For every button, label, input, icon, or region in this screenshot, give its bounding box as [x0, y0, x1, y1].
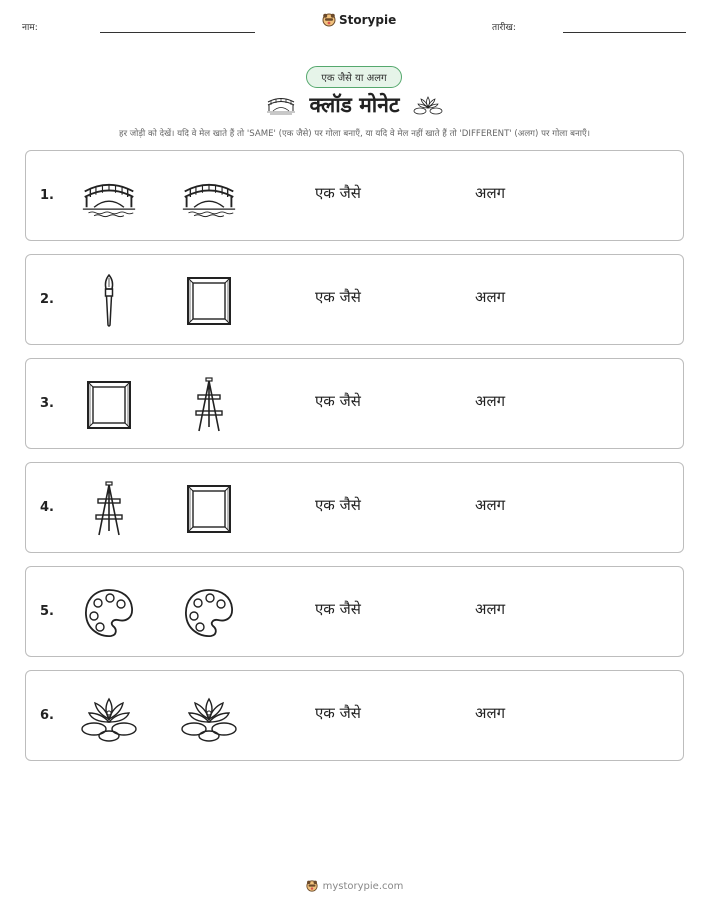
date-line[interactable] — [563, 32, 686, 33]
same-option[interactable]: एक जैसे — [315, 288, 361, 306]
row-number: 4. — [40, 500, 54, 515]
different-option[interactable]: अलग — [475, 392, 506, 410]
different-option[interactable]: अलग — [475, 704, 506, 722]
name-line[interactable] — [100, 32, 255, 33]
storypie-mascot-icon — [306, 880, 318, 892]
row-number: 2. — [40, 292, 54, 307]
same-option[interactable]: एक जैसे — [315, 496, 361, 514]
row-number: 1. — [40, 188, 54, 203]
row-number: 3. — [40, 396, 54, 411]
worksheet-title: क्लॉड मोनेट — [309, 93, 400, 117]
brand-name: Storypie — [339, 13, 397, 27]
bridge-icon — [266, 94, 296, 116]
different-option[interactable]: अलग — [475, 496, 506, 514]
bridge-icon — [181, 169, 237, 225]
footer — [0, 880, 709, 892]
pair-row — [25, 462, 684, 553]
easel-icon — [81, 481, 137, 537]
water-lily-icon — [181, 689, 237, 745]
different-option[interactable]: अलग — [475, 600, 506, 618]
footer-url[interactable]: mystorypie.com — [322, 880, 404, 892]
brand-logo — [322, 13, 396, 27]
same-option[interactable]: एक जैसे — [315, 184, 361, 202]
same-option[interactable]: एक जैसे — [315, 704, 361, 722]
frame-icon — [81, 377, 137, 433]
bridge-icon — [81, 169, 137, 225]
palette-icon — [81, 585, 137, 641]
worksheet-type-badge: एक जैसे या अलग — [306, 66, 402, 88]
pair-row — [25, 150, 684, 241]
instructions: हर जोड़ी को देखें। यदि वे मेल खाते हैं तो 'SAME' (एक जैसे) पर गोला बनाएँ, या यदि वे मेल नहीं खाते हैं तो 'DIFFERENT' (अलग) पर गोला बनाएँ। — [119, 129, 590, 139]
same-option[interactable]: एक जैसे — [315, 600, 361, 618]
palette-icon — [181, 585, 237, 641]
date-label: तारीख: — [492, 23, 516, 33]
pair-row — [25, 358, 684, 449]
pair-row — [25, 670, 684, 761]
row-number: 5. — [40, 604, 54, 619]
water-lily-icon — [413, 94, 443, 116]
pair-row — [25, 254, 684, 345]
title-row — [0, 91, 709, 119]
water-lily-icon — [81, 689, 137, 745]
different-option[interactable]: अलग — [475, 184, 506, 202]
frame-icon — [181, 273, 237, 329]
same-option[interactable]: एक जैसे — [315, 392, 361, 410]
frame-icon — [181, 481, 237, 537]
easel-icon — [181, 377, 237, 433]
pair-row — [25, 566, 684, 657]
row-number: 6. — [40, 708, 54, 723]
paintbrush-icon — [81, 273, 137, 329]
name-label: नाम: — [22, 23, 38, 33]
different-option[interactable]: अलग — [475, 288, 506, 306]
storypie-mascot-icon — [322, 13, 336, 27]
